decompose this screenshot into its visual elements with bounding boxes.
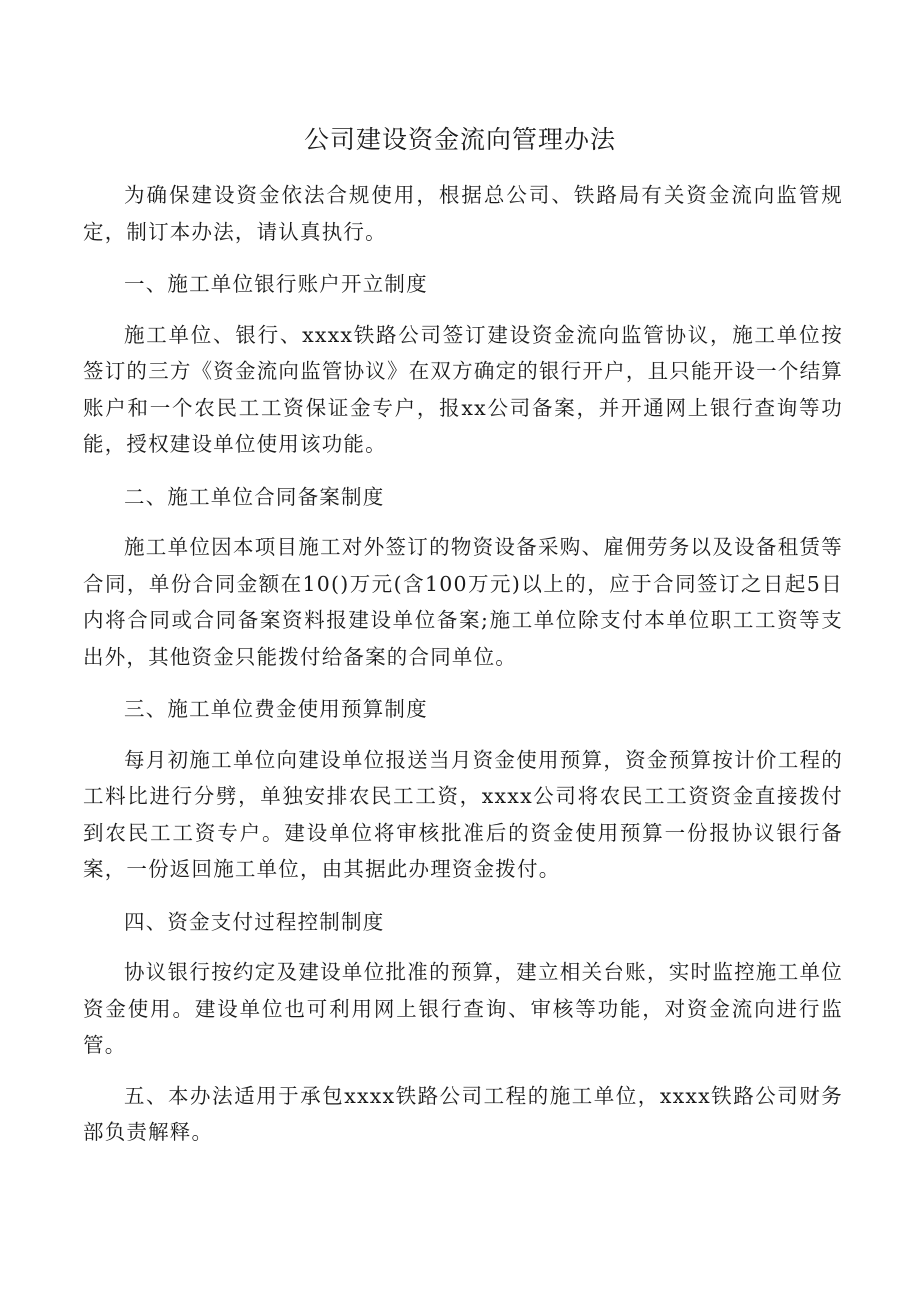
intro-paragraph: 为确保建设资金依法合规使用，根据总公司、铁路局有关资金流向监管规定，制订本办法，请认真执行。 xyxy=(83,183,843,244)
section-2-body: 施工单位因本项目施工对外签订的物资设备采购、雇佣劳务以及设备租赁等合同，单份合同金额在10()万元(含100万元)以上的，应于合同签订之日起5日内将合同或合同备案资料报建设单位备案;施工单位除支付本单位职工工资等支出外，其他资金只能拨付给备案的合同单位。 xyxy=(83,535,843,669)
section-4-heading: 四、资金支付过程控制制度 xyxy=(124,909,385,934)
section-1-heading: 一、施工单位银行账户开立制度 xyxy=(124,272,428,296)
section-4-body: 协议银行按约定及建设单位批准的预算，建立相关台账，实时监控施工单位资金使用。建设单位也可利用网上银行查询、审核等功能，对资金流向进行监管。 xyxy=(83,960,843,1057)
section-2-heading: 二、施工单位合同备案制度 xyxy=(124,484,385,509)
section-3-heading: 三、施工单位费金使用预算制度 xyxy=(124,697,428,721)
document-body xyxy=(83,177,843,1151)
page-title: 公司建设资金流向管理办法 xyxy=(303,125,616,154)
section-1-body: 施工单位、银行、xxxx铁路公司签订建设资金流向监管协议，施工单位按签订的三方《资金流向监管协议》在双方确定的银行开户，且只能开设一个结算账户和一个农民工工资保证金专户，报xx公司备案，并开通网上银行查询等功能，授权建设单位使用该功能。 xyxy=(83,322,843,456)
closing-paragraph: 五、本办法适用于承包xxxx铁路公司工程的施工单位，xxxx铁路公司财务部负责解释。 xyxy=(83,1083,843,1144)
section-3-body: 每月初施工单位向建设单位报送当月资金使用预算，资金预算按计价工程的工料比进行分劈，单独安排农民工工资，xxxx公司将农民工工资资金直接拨付到农民工工资专户。建设单位将审核批准后的资金使用预算一份报协议银行备案，一份返回施工单位，由其据此办理资金拨付。 xyxy=(83,747,843,881)
